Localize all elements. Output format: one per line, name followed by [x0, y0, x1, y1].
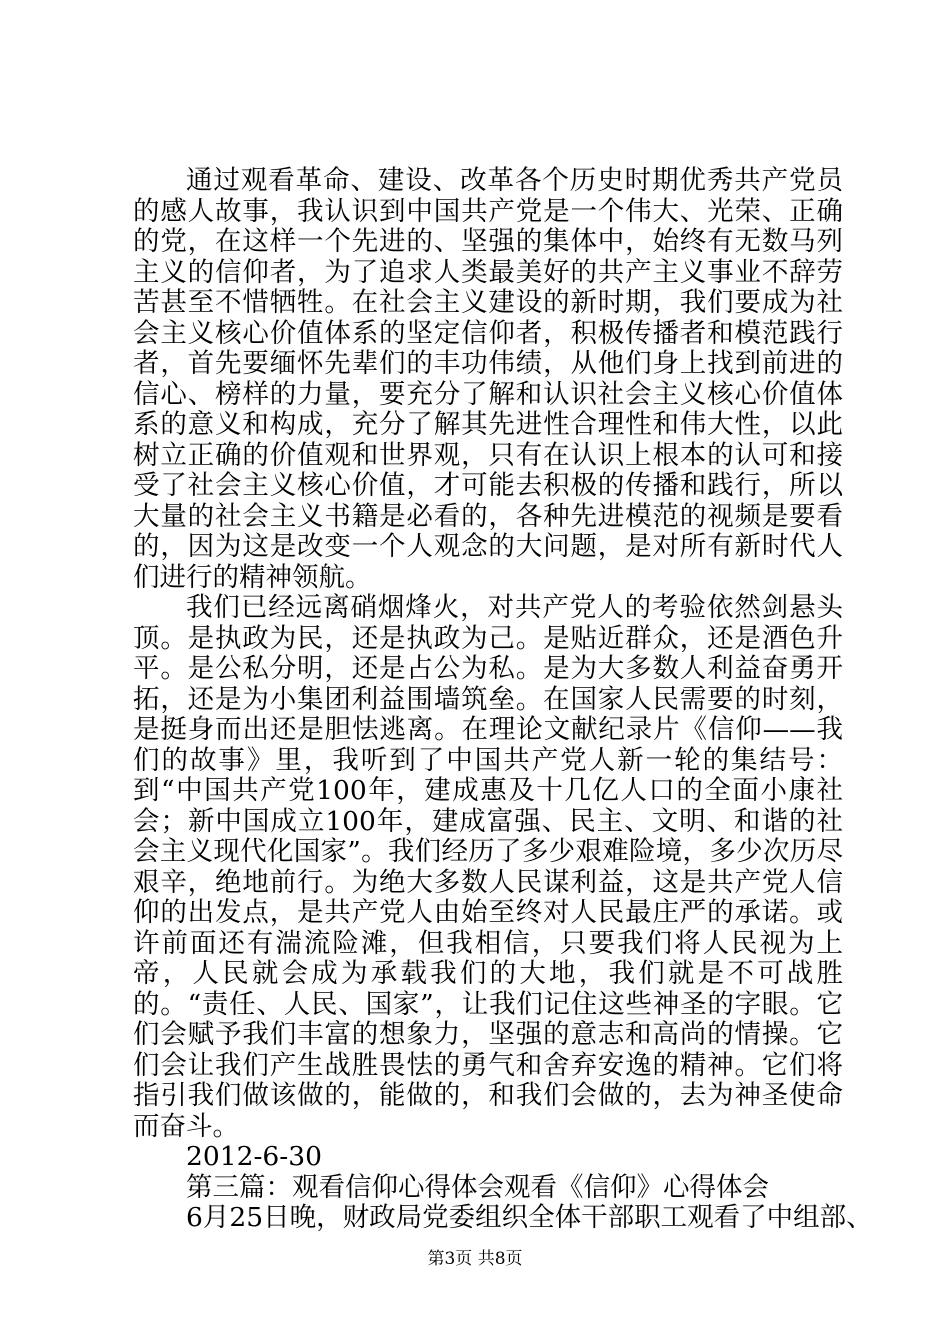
- paragraph-1: 通过观看革命、建设、改革各个历史时期优秀共产党员的感人故事，我认识到中国共产党是一个伟大、光荣、正确的党，在这样一个先进的、坚强的集体中，始终有无数马列主义的信仰者，为了追求人类最美好的共产主义事业不辞劳苦甚至不惜牺牲。在社会主义建设的新时期，我们要成为社会主义核心价值体系的坚定信仰者，积极传播者和模范践行者，首先要缅怀先辈们的丰功伟绩，从他们身上找到前进的信心、榜样的力量，要充分了解和认识社会主义核心价值体系的意义和构成，充分了解其先进性合理性和伟大性，以此树立正确的价值观和世界观，只有在认识上根本的认可和接受了社会主义核心价值，才可能去积极的传播和践行，所以大量的社会主义书籍是必看的，各种先进模范的视频是要看的，因为这是改变一个人观念的大问题，是对所有新时代人们进行的精神领航。: [133, 165, 843, 593]
- paragraph-3-start: 6月25日晚，财政局党委组织全体干部职工观看了中组部、: [186, 1202, 873, 1233]
- page-footer: 第3页 共8页: [427, 1249, 523, 1269]
- document-body: [133, 165, 873, 1234]
- section-title: 第三篇：观看信仰心得体会观看《信仰》心得体会: [186, 1171, 769, 1203]
- paragraph-2: 我们已经远离硝烟烽火，对共产党人的考验依然剑悬头顶。是执政为民，还是执政为己。是贴近群众，还是酒色升平。是公私分明，还是占公为私。是为大多数人利益奋勇开拓，还是为小集团利益围墙筑垒。在国家人民需要的时刻，是挺身而出还是胆怯逃离。在理论文献纪录片《信仰——我们的故事》里，我听到了中国共产党人新一轮的集结号：到“中国共产党100年，建成惠及十几亿人口的全面小康社会；新中国成立100年，建成富强、民主、文明、和谐的社会主义现代化国家”。我们经历了多少艰难险境，多少次历尽艰辛，绝地前行。为绝大多数人民谋利益，这是共产党人信仰的出发点，是共产党人由始至终对人民最庄严的承诺。或许前面还有湍流险滩，但我相信，只要我们将人民视为上帝，人民就会成为承载我们的大地，我们就是不可战胜的。“责任、人民、国家”，让我们记住这些神圣的字眼。它们会赋予我们丰富的想象力，坚强的意志和高尚的情操。它们会让我们产生战胜畏怯的勇气和舍弃安逸的精神。它们将指引我们做该做的，能做的，和我们会做的，去为神圣使命而奋斗。: [133, 592, 843, 1142]
- date-line: 2012-6-30: [186, 1141, 322, 1172]
